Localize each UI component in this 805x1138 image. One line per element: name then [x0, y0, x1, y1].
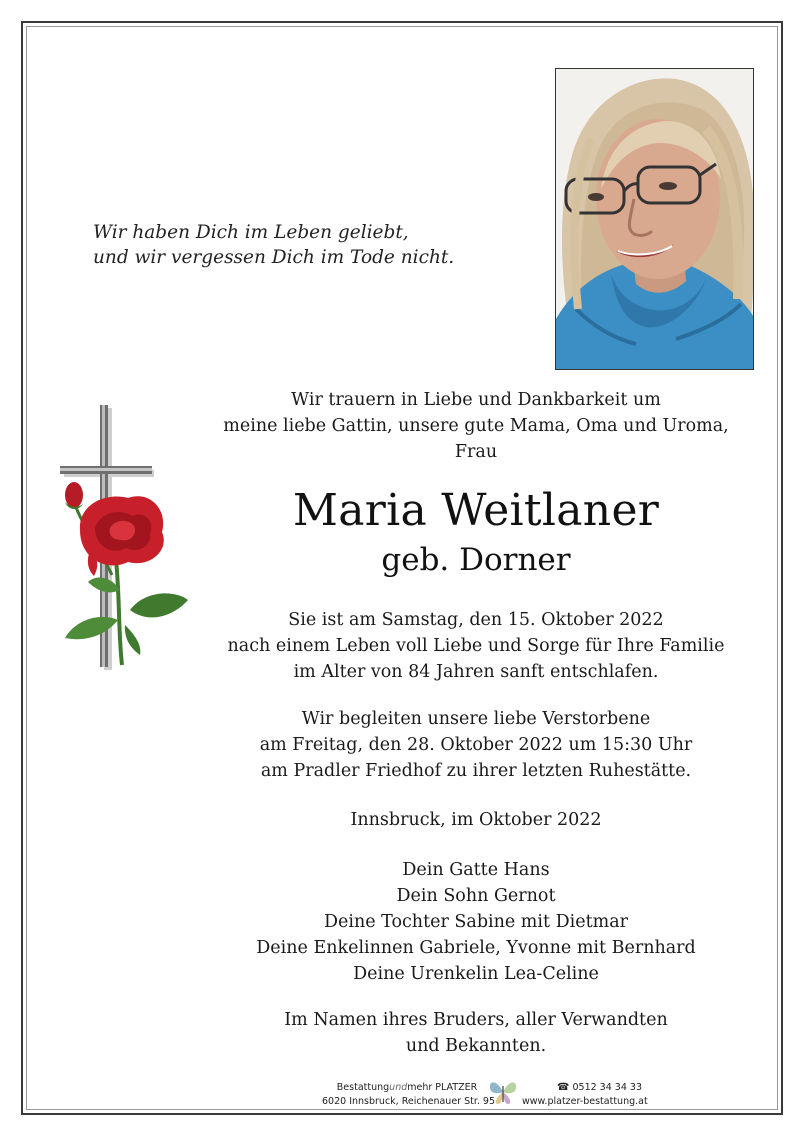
memorial-quote	[93, 220, 513, 270]
funeral-home-address: 6020 Innsbruck, Reichenauer Str. 95	[322, 1096, 496, 1107]
death-notice-line-1: Sie ist am Samstag, den 15. Oktober 2022	[288, 610, 664, 630]
funeral-info	[200, 706, 752, 784]
portrait-photo	[555, 68, 754, 370]
mourner-item: Deine Urenkelin Lea-Celine	[353, 964, 599, 984]
closing-text	[200, 1007, 752, 1059]
mourner-item: Deine Tochter Sabine mit Dietmar	[323, 912, 629, 932]
death-notice-line-2: nach einem Leben voll Liebe und Sorge für Ihre Familie	[227, 636, 725, 656]
deceased-name: Maria Weitlaner	[292, 485, 660, 536]
contact-info	[522, 1081, 648, 1109]
phone-number: 0512 34 34 33	[572, 1082, 642, 1093]
funeral-home-brand	[322, 1081, 492, 1095]
intro-line-1: Wir trauern in Liebe und Dankbarkeit um	[291, 390, 661, 410]
butterfly-icon	[487, 1078, 519, 1106]
funeral-home-info	[322, 1081, 496, 1109]
cross-with-rose-icon	[50, 400, 192, 675]
brand-part-2: und	[389, 1082, 408, 1093]
website-link[interactable]: www.platzer-bestattung.at	[522, 1096, 648, 1107]
mourner-item: Dein Sohn Gernot	[396, 886, 556, 906]
quote-line-1: Wir haben Dich im Leben geliebt,	[93, 222, 409, 243]
portrait-illustration	[556, 69, 754, 370]
quote-line-2: und wir vergessen Dich im Tode nicht.	[93, 247, 455, 268]
mourner-item: Deine Enkelinnen Gabriele, Yvonne mit Bernhard	[256, 938, 696, 958]
death-notice	[200, 607, 752, 685]
intro-line-3: Frau	[454, 442, 498, 462]
brand-part-1: Bestattung	[336, 1082, 390, 1093]
phone-line	[522, 1081, 642, 1095]
butterfly-logo	[487, 1078, 519, 1106]
intro-line-2: meine liebe Gattin, unsere gute Mama, Oma und Uroma,	[223, 416, 729, 436]
cross-rose-illustration	[50, 400, 192, 675]
closing-line-2: und Bekannten.	[405, 1036, 547, 1056]
place-date: Innsbruck, im Oktober 2022	[350, 810, 602, 830]
funeral-line-1: Wir begleiten unsere liebe Verstorbene	[301, 709, 651, 729]
death-notice-line-3: im Alter von 84 Jahren sanft entschlafen.	[293, 662, 659, 682]
funeral-line-2: am Freitag, den 28. Oktober 2022 um 15:30 Uhr	[259, 735, 693, 755]
funeral-line-3: am Pradler Friedhof zu ihrer letzten Ruhestätte.	[260, 761, 692, 781]
brand-part-3: mehr PLATZER	[407, 1082, 478, 1093]
mourner-item: Dein Gatte Hans	[402, 860, 550, 880]
intro-text	[200, 387, 752, 465]
closing-line-1: Im Namen ihres Bruders, aller Verwandten	[284, 1010, 668, 1030]
mourners-list	[200, 857, 752, 987]
phone-icon: ☎	[557, 1082, 570, 1093]
maiden-name: geb. Dorner	[381, 542, 571, 578]
